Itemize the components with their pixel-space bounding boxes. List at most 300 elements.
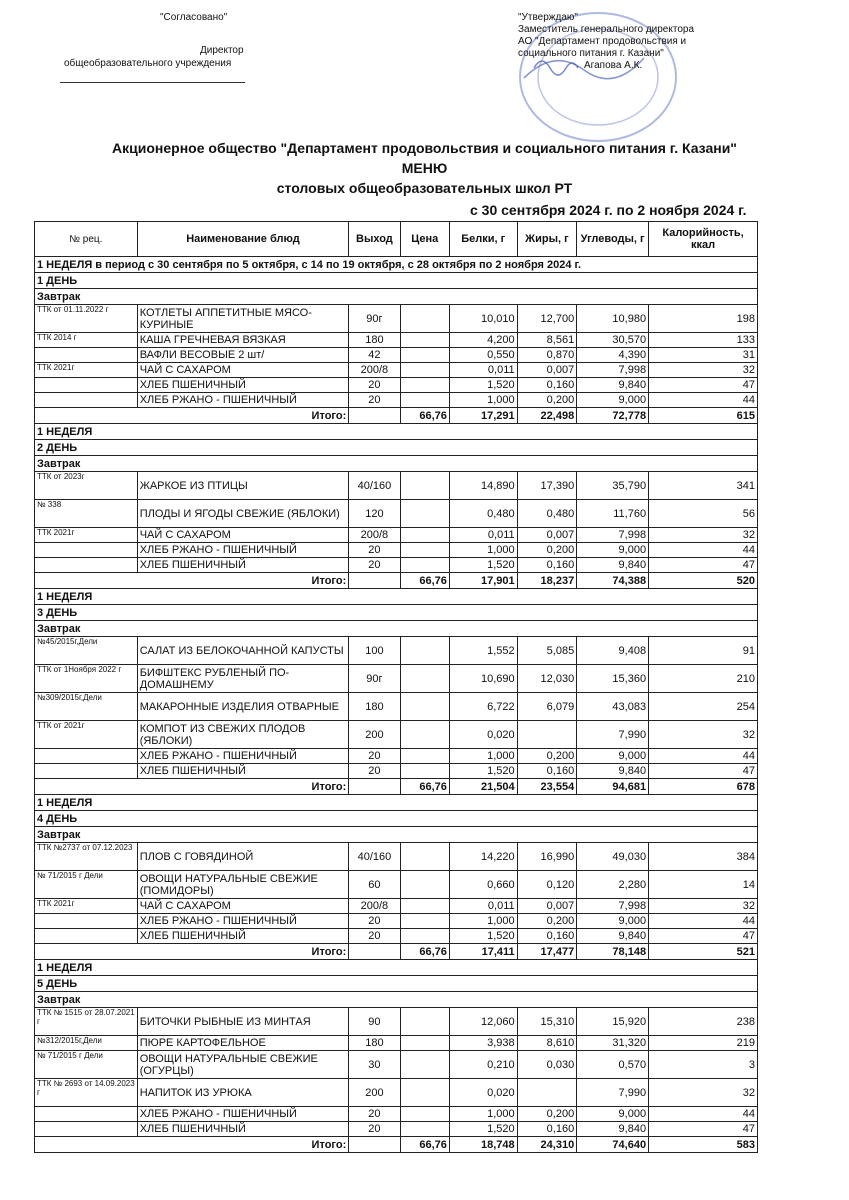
dish-kcal: 91 [649,637,758,665]
dish-output: 20 [349,1122,400,1137]
dish-fat: 0,200 [517,543,577,558]
dish-price [400,1079,449,1107]
dish-protein: 1,000 [449,543,517,558]
dish-carbs: 2,280 [577,871,649,899]
total-label: Итого: [35,944,349,960]
dish-name: ХЛЕБ РЖАНО - ПШЕНИЧНЫЙ [137,393,349,408]
total-output [349,944,400,960]
dish-name: БИФШТЕКС РУБЛЕНЫЙ ПО-ДОМАШНЕМУ [137,665,349,693]
dish-price [400,693,449,721]
week-title: 1 НЕДЕЛЯ в период с 30 сентября по 5 октября, с 14 по 19 октября, с 28 октября по 2 ноября 2024 г. [35,257,758,273]
dish-price [400,393,449,408]
meal-row [35,456,758,472]
approved-title: "Утверждаю" [518,12,578,23]
total-fat: 18,237 [517,573,577,589]
table-row [35,637,758,665]
total-price: 66,76 [400,779,449,795]
table-row [35,749,758,764]
table-row [35,1008,758,1036]
dish-protein: 0,550 [449,348,517,363]
recipe-ref [35,929,138,944]
dish-kcal: 14 [649,871,758,899]
dish-protein: 0,210 [449,1051,517,1079]
recipe-ref [35,393,138,408]
dish-protein: 1,000 [449,914,517,929]
dish-carbs: 15,920 [577,1008,649,1036]
signature-line [60,82,245,83]
dish-name: ХЛЕБ ПШЕНИЧНЫЙ [137,929,349,944]
dish-price [400,1008,449,1036]
dish-output: 180 [349,693,400,721]
dish-protein: 0,011 [449,363,517,378]
col-kcal: Калорийность, ккал [649,222,758,257]
recipe-ref: ТТК №2737 от 07.12.2023 [35,843,138,871]
recipe-ref: ТТК № 1515 от 28.07.2021 г [35,1008,138,1036]
dish-name: ЧАЙ С САХАРОМ [137,528,349,543]
dish-output: 40/160 [349,472,400,500]
dish-kcal: 32 [649,721,758,749]
approved-line3: социального питания г. Казани" [518,48,664,59]
table-row [35,914,758,929]
table-row [35,843,758,871]
dish-carbs: 9,000 [577,543,649,558]
dish-output: 200/8 [349,899,400,914]
dish-carbs: 11,760 [577,500,649,528]
total-fat: 17,477 [517,944,577,960]
dish-protein: 0,011 [449,528,517,543]
dish-protein: 10,010 [449,305,517,333]
total-output [349,573,400,589]
dish-fat: 17,390 [517,472,577,500]
dish-protein: 12,060 [449,1008,517,1036]
meal-row [35,621,758,637]
total-protein: 17,901 [449,573,517,589]
dish-carbs: 7,990 [577,1079,649,1107]
recipe-ref: ТТК от 1Ноября 2022 г [35,665,138,693]
dish-kcal: 32 [649,363,758,378]
recipe-ref: №312/2015г,Дели [35,1036,138,1051]
dish-carbs: 9,840 [577,558,649,573]
total-kcal: 615 [649,408,758,424]
dish-output: 20 [349,393,400,408]
total-price: 66,76 [400,408,449,424]
total-row [35,573,758,589]
dish-kcal: 44 [649,1107,758,1122]
dish-price [400,378,449,393]
dish-output: 60 [349,871,400,899]
total-fat: 22,498 [517,408,577,424]
week-row [35,589,758,605]
recipe-ref: №309/2015г,Дели [35,693,138,721]
table-row [35,543,758,558]
dish-kcal: 47 [649,929,758,944]
dish-name: ХЛЕБ ПШЕНИЧНЫЙ [137,1122,349,1137]
dish-name: ХЛЕБ ПШЕНИЧНЫЙ [137,378,349,393]
dish-kcal: 44 [649,749,758,764]
table-row [35,764,758,779]
dish-fat [517,1079,577,1107]
dish-carbs: 9,840 [577,1122,649,1137]
day-label: 1 ДЕНЬ [35,273,758,289]
recipe-ref: ТТК от 2021г [35,721,138,749]
dish-fat: 12,030 [517,665,577,693]
dish-carbs: 30,570 [577,333,649,348]
dish-name: ЖАРКОЕ ИЗ ПТИЦЫ [137,472,349,500]
dish-kcal: 47 [649,378,758,393]
dish-carbs: 7,998 [577,528,649,543]
total-kcal: 678 [649,779,758,795]
dish-protein: 1,000 [449,749,517,764]
dish-protein: 1,000 [449,1107,517,1122]
col-price: Цена [400,222,449,257]
dish-kcal: 44 [649,543,758,558]
dish-protein: 14,890 [449,472,517,500]
dish-kcal: 32 [649,899,758,914]
dish-output: 180 [349,333,400,348]
dish-kcal: 47 [649,558,758,573]
dish-protein: 0,020 [449,721,517,749]
dish-carbs: 9,840 [577,764,649,779]
agreed-position: Директор [200,45,244,56]
total-output [349,779,400,795]
meal-label: Завтрак [35,827,758,843]
dish-price [400,348,449,363]
table-row [35,1107,758,1122]
table-row [35,1051,758,1079]
table-row [35,393,758,408]
total-row [35,779,758,795]
table-row [35,871,758,899]
day-label: 3 ДЕНЬ [35,605,758,621]
dish-protein: 1,520 [449,378,517,393]
col-fat: Жиры, г [517,222,577,257]
dish-output: 90г [349,305,400,333]
recipe-ref: ТТК 2021г [35,528,138,543]
recipe-ref: ТТК 2014 г [35,333,138,348]
dish-fat: 5,085 [517,637,577,665]
table-row [35,899,758,914]
dish-carbs: 35,790 [577,472,649,500]
dish-output: 30 [349,1051,400,1079]
week-label: 1 НЕДЕЛЯ [35,424,758,440]
week-label: 1 НЕДЕЛЯ [35,795,758,811]
dish-price [400,665,449,693]
dish-fat: 16,990 [517,843,577,871]
dish-name: ПЛОДЫ И ЯГОДЫ СВЕЖИЕ (ЯБЛОКИ) [137,500,349,528]
dish-price [400,363,449,378]
day-row [35,440,758,456]
dish-output: 20 [349,914,400,929]
dish-carbs: 9,000 [577,393,649,408]
dish-kcal: 56 [649,500,758,528]
total-carbs: 72,778 [577,408,649,424]
dish-price [400,1107,449,1122]
dish-price [400,528,449,543]
dish-output: 200 [349,1079,400,1107]
total-kcal: 521 [649,944,758,960]
col-carb: Углеводы, г [577,222,649,257]
menu-table [34,221,758,1153]
dish-output: 90г [349,665,400,693]
dish-protein: 14,220 [449,843,517,871]
dish-carbs: 9,000 [577,914,649,929]
dish-price [400,764,449,779]
recipe-ref: ТТК № 2693 от 14.09.2023 г [35,1079,138,1107]
week-row [35,795,758,811]
dish-protein: 0,011 [449,899,517,914]
table-row [35,665,758,693]
dish-carbs: 0,570 [577,1051,649,1079]
dish-protein: 3,938 [449,1036,517,1051]
recipe-ref [35,378,138,393]
agreed-org: общеобразовательного учреждения [64,58,232,69]
dish-name: ХЛЕБ ПШЕНИЧНЫЙ [137,764,349,779]
dish-carbs: 4,390 [577,348,649,363]
recipe-ref [35,914,138,929]
dish-fat: 0,200 [517,1107,577,1122]
table-row [35,693,758,721]
week-label: 1 НЕДЕЛЯ [35,589,758,605]
dish-price [400,1051,449,1079]
recipe-ref: ТТК от 01.11.2022 г [35,305,138,333]
day-row [35,811,758,827]
day-row [35,976,758,992]
recipe-ref [35,1122,138,1137]
dish-fat: 0,120 [517,871,577,899]
dish-fat: 0,160 [517,1122,577,1137]
dish-name: САЛАТ ИЗ БЕЛОКОЧАННОЙ КАПУСТЫ [137,637,349,665]
total-price: 66,76 [400,944,449,960]
dish-carbs: 7,990 [577,721,649,749]
total-kcal: 520 [649,573,758,589]
day-row [35,273,758,289]
dish-name: ХЛЕБ РЖАНО - ПШЕНИЧНЫЙ [137,749,349,764]
week-row [35,960,758,976]
approved-name: Агапова А.К. [584,60,643,71]
dish-output: 20 [349,558,400,573]
dish-price [400,749,449,764]
table-row [35,721,758,749]
total-carbs: 78,148 [577,944,649,960]
total-protein: 17,291 [449,408,517,424]
table-header-row [35,222,758,257]
dish-name: ПЛОВ С ГОВЯДИНОЙ [137,843,349,871]
dish-name: ВАФЛИ ВЕСОВЫЕ 2 шт/ [137,348,349,363]
dish-protein: 1,520 [449,1122,517,1137]
dish-output: 20 [349,749,400,764]
dish-name: ЧАЙ С САХАРОМ [137,363,349,378]
dish-kcal: 384 [649,843,758,871]
total-price: 66,76 [400,1137,449,1153]
dish-price [400,1122,449,1137]
total-label: Итого: [35,408,349,424]
table-row [35,528,758,543]
dish-name: КОМПОТ ИЗ СВЕЖИХ ПЛОДОВ (ЯБЛОКИ) [137,721,349,749]
dish-kcal: 198 [649,305,758,333]
recipe-ref [35,543,138,558]
table-row [35,378,758,393]
dish-kcal: 219 [649,1036,758,1051]
dish-name: КАША ГРЕЧНЕВАЯ ВЯЗКАЯ [137,333,349,348]
dish-fat: 12,700 [517,305,577,333]
dish-protein: 0,480 [449,500,517,528]
total-output [349,408,400,424]
dish-kcal: 133 [649,333,758,348]
table-row [35,929,758,944]
week-title-row [35,257,758,273]
dish-carbs: 43,083 [577,693,649,721]
table-row [35,500,758,528]
dish-carbs: 10,980 [577,305,649,333]
total-fat: 23,554 [517,779,577,795]
dish-protein: 10,690 [449,665,517,693]
dish-fat [517,721,577,749]
dish-output: 20 [349,378,400,393]
dish-name: НАПИТОК ИЗ УРЮКА [137,1079,349,1107]
table-row [35,333,758,348]
dish-output: 90 [349,1008,400,1036]
recipe-ref: № 338 [35,500,138,528]
day-label: 4 ДЕНЬ [35,811,758,827]
recipe-ref: №45/2015г,Дели [35,637,138,665]
recipe-ref [35,1107,138,1122]
dish-name: ПЮРЕ КАРТОФЕЛЬНОЕ [137,1036,349,1051]
total-protein: 17,411 [449,944,517,960]
recipe-ref: ТТК 2021г [35,363,138,378]
dish-fat: 0,480 [517,500,577,528]
total-protein: 21,504 [449,779,517,795]
total-row [35,944,758,960]
org-title: Акционерное общество "Департамент продовольствия и социального питания г. Казани" [112,140,737,156]
dish-kcal: 254 [649,693,758,721]
dish-carbs: 9,840 [577,378,649,393]
dish-output: 200/8 [349,363,400,378]
dish-fat: 0,200 [517,749,577,764]
total-kcal: 583 [649,1137,758,1153]
total-fat: 24,310 [517,1137,577,1153]
dish-fat: 0,030 [517,1051,577,1079]
dish-carbs: 9,000 [577,1107,649,1122]
dish-output: 20 [349,764,400,779]
week-row [35,424,758,440]
dish-price [400,333,449,348]
dish-price [400,305,449,333]
total-row [35,1137,758,1153]
meal-row [35,289,758,305]
recipe-ref [35,764,138,779]
meal-label: Завтрак [35,456,758,472]
dish-fat: 0,160 [517,764,577,779]
meal-label: Завтрак [35,992,758,1008]
dish-kcal: 238 [649,1008,758,1036]
dish-carbs: 7,998 [577,899,649,914]
dish-price [400,871,449,899]
table-row [35,1079,758,1107]
day-row [35,605,758,621]
total-carbs: 74,388 [577,573,649,589]
day-label: 5 ДЕНЬ [35,976,758,992]
menu-title: МЕНЮ [401,160,448,176]
dish-output: 120 [349,500,400,528]
total-carbs: 74,640 [577,1137,649,1153]
total-label: Итого: [35,1137,349,1153]
menu-subtitle: столовых общеобразовательных школ РТ [276,180,573,196]
dish-protein: 6,722 [449,693,517,721]
dish-fat: 0,200 [517,914,577,929]
dish-kcal: 44 [649,914,758,929]
dish-protein: 1,000 [449,393,517,408]
dish-kcal: 32 [649,1079,758,1107]
dish-price [400,929,449,944]
dish-carbs: 31,320 [577,1036,649,1051]
meal-row [35,992,758,1008]
table-row [35,348,758,363]
dish-protein: 0,020 [449,1079,517,1107]
dish-price [400,914,449,929]
dish-output: 180 [349,1036,400,1051]
dish-fat: 8,561 [517,333,577,348]
total-label: Итого: [35,779,349,795]
dish-fat: 0,870 [517,348,577,363]
dish-name: ХЛЕБ РЖАНО - ПШЕНИЧНЫЙ [137,914,349,929]
dish-kcal: 47 [649,764,758,779]
dish-protein: 1,520 [449,764,517,779]
dish-price [400,637,449,665]
recipe-ref [35,558,138,573]
dish-output: 20 [349,929,400,944]
dish-fat: 0,007 [517,528,577,543]
dish-carbs: 15,360 [577,665,649,693]
meal-label: Завтрак [35,621,758,637]
dish-name: ОВОЩИ НАТУРАЛЬНЫЕ СВЕЖИЕ (ПОМИДОРЫ) [137,871,349,899]
dish-price [400,543,449,558]
dish-price [400,1036,449,1051]
dish-price [400,721,449,749]
dish-fat: 15,310 [517,1008,577,1036]
dish-output: 20 [349,1107,400,1122]
day-label: 2 ДЕНЬ [35,440,758,456]
table-row [35,472,758,500]
dish-kcal: 44 [649,393,758,408]
total-carbs: 94,681 [577,779,649,795]
dish-fat: 0,160 [517,929,577,944]
recipe-ref: ТТК от 2023г [35,472,138,500]
meal-row [35,827,758,843]
dish-carbs: 9,408 [577,637,649,665]
dish-name: КОТЛЕТЫ АППЕТИТНЫЕ МЯСО-КУРИНЫЕ [137,305,349,333]
table-row [35,1122,758,1137]
dish-fat: 8,610 [517,1036,577,1051]
dish-fat: 0,160 [517,558,577,573]
week-label: 1 НЕДЕЛЯ [35,960,758,976]
dish-name: МАКАРОННЫЕ ИЗДЕЛИЯ ОТВАРНЫЕ [137,693,349,721]
total-label: Итого: [35,573,349,589]
table-row [35,1036,758,1051]
total-row [35,408,758,424]
total-output [349,1137,400,1153]
dish-carbs: 9,000 [577,749,649,764]
recipe-ref: ТТК 2021г [35,899,138,914]
recipe-ref: № 71/2015 г Дели [35,871,138,899]
col-prot: Белки, г [449,222,517,257]
dish-price [400,899,449,914]
dish-fat: 6,079 [517,693,577,721]
dish-protein: 0,660 [449,871,517,899]
dish-output: 200/8 [349,528,400,543]
approved-block [518,12,694,72]
dish-output: 42 [349,348,400,363]
recipe-ref [35,348,138,363]
